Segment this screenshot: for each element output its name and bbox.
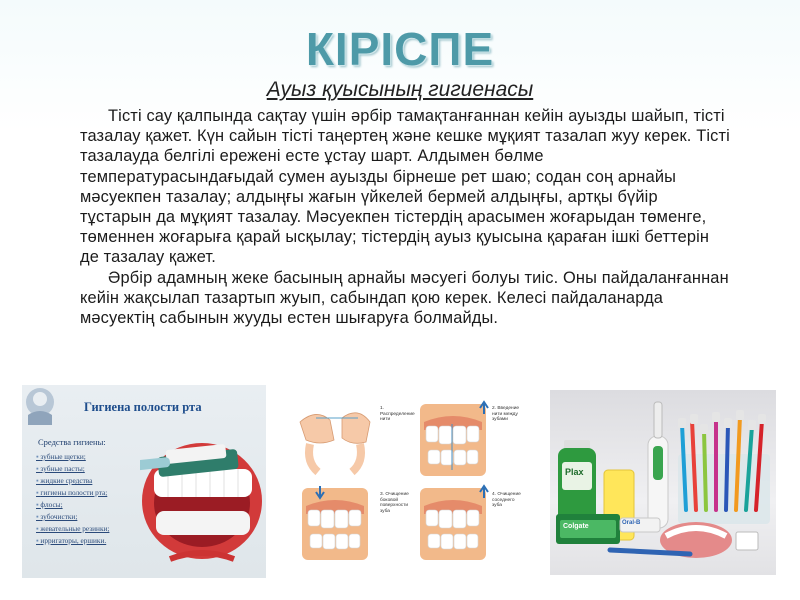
paragraph-2: Әрбір адамның жеке басының арнайы мәсуегі болуы тиіс. Оны пайдаланғаннан кейін жақсылап тазартып жуып, сабындап қою керек. Келесі пайдаланарда мәсуектің сабынын жууды естен шығаруға болмайды. <box>80 268 729 328</box>
slide-title: КІРІСПЕ <box>305 23 495 75</box>
step-label-4: 4. Очищение соседнего зуба <box>492 492 521 509</box>
step-label-1: 1. Распределение нити <box>380 406 415 423</box>
slide-subtitle: Ауыз қуысының гигиенасы <box>266 78 534 101</box>
hygiene-item: ▪ зубные пасты; <box>36 463 144 475</box>
body-text <box>80 106 730 328</box>
step2-teeth <box>420 402 488 476</box>
flossing-steps-image <box>296 400 524 563</box>
plax-label: Plax <box>565 467 584 477</box>
hygiene-item: ▪ гигиены полости рта; <box>36 487 144 499</box>
products-illustration <box>550 390 776 575</box>
hygiene-card-list <box>36 451 144 547</box>
oral-b-label: Oral-B <box>622 520 641 526</box>
dental-logo-icon <box>22 385 82 435</box>
hygiene-item: ▪ жидкие средства <box>36 475 144 487</box>
step-label-2: 2. Введение нити между зубами <box>492 406 520 423</box>
step-label-3: 3. Очищение боковой поверхности зуба <box>380 492 409 514</box>
step4-teeth <box>420 486 488 560</box>
step3-teeth <box>302 486 368 560</box>
hygiene-card-heading: Гигиена полости рта <box>84 400 202 414</box>
paragraph-1: Тісті сау қалпында сақтау үшін әрбір тамақтанғаннан кейін ауызды шайып, тісті тазалау қажет. Күн сайын тісті таңертең және кешке мұқият тазалап жуу керек. Тісті тазалауда белгілі ережені есте ұстау шарт. Алдымен бөлме температурасындағыдай сумен ауызды бірнеше рет шаю; содан соң арнайы мәсуекпен тазалау; алдыңғы жағын үйкелей бермей алдыңғы, артқы бүйір тұстарын да мұқият тазалау. Мәсуекпен тістердің арасымен жоғарыдан төменге, төменнен жоғарыға қарай ысқылау; тістердің ауыз қуысына қараған ішкі беттерін де тазалау қажет. <box>80 107 730 267</box>
hygiene-card-list-title: Средства гигиены: <box>38 437 106 447</box>
mouth-toothbrush-illustration <box>140 429 262 569</box>
hygiene-item: ▪ зубные щетки; <box>36 451 144 463</box>
flossing-illustration <box>296 400 524 563</box>
colgate-label: Colgate <box>563 523 589 530</box>
step1-hands <box>300 413 370 472</box>
hygiene-card-image <box>22 385 266 578</box>
hygiene-item: ▪ зубочистки; <box>36 511 144 523</box>
dental-products-photo <box>550 390 776 575</box>
hygiene-item: ▪ ирригаторы, ершики. <box>36 535 144 547</box>
hygiene-item: ▪ жевательные резинки; <box>36 523 144 535</box>
hygiene-item: ▪ флосы; <box>36 499 144 511</box>
